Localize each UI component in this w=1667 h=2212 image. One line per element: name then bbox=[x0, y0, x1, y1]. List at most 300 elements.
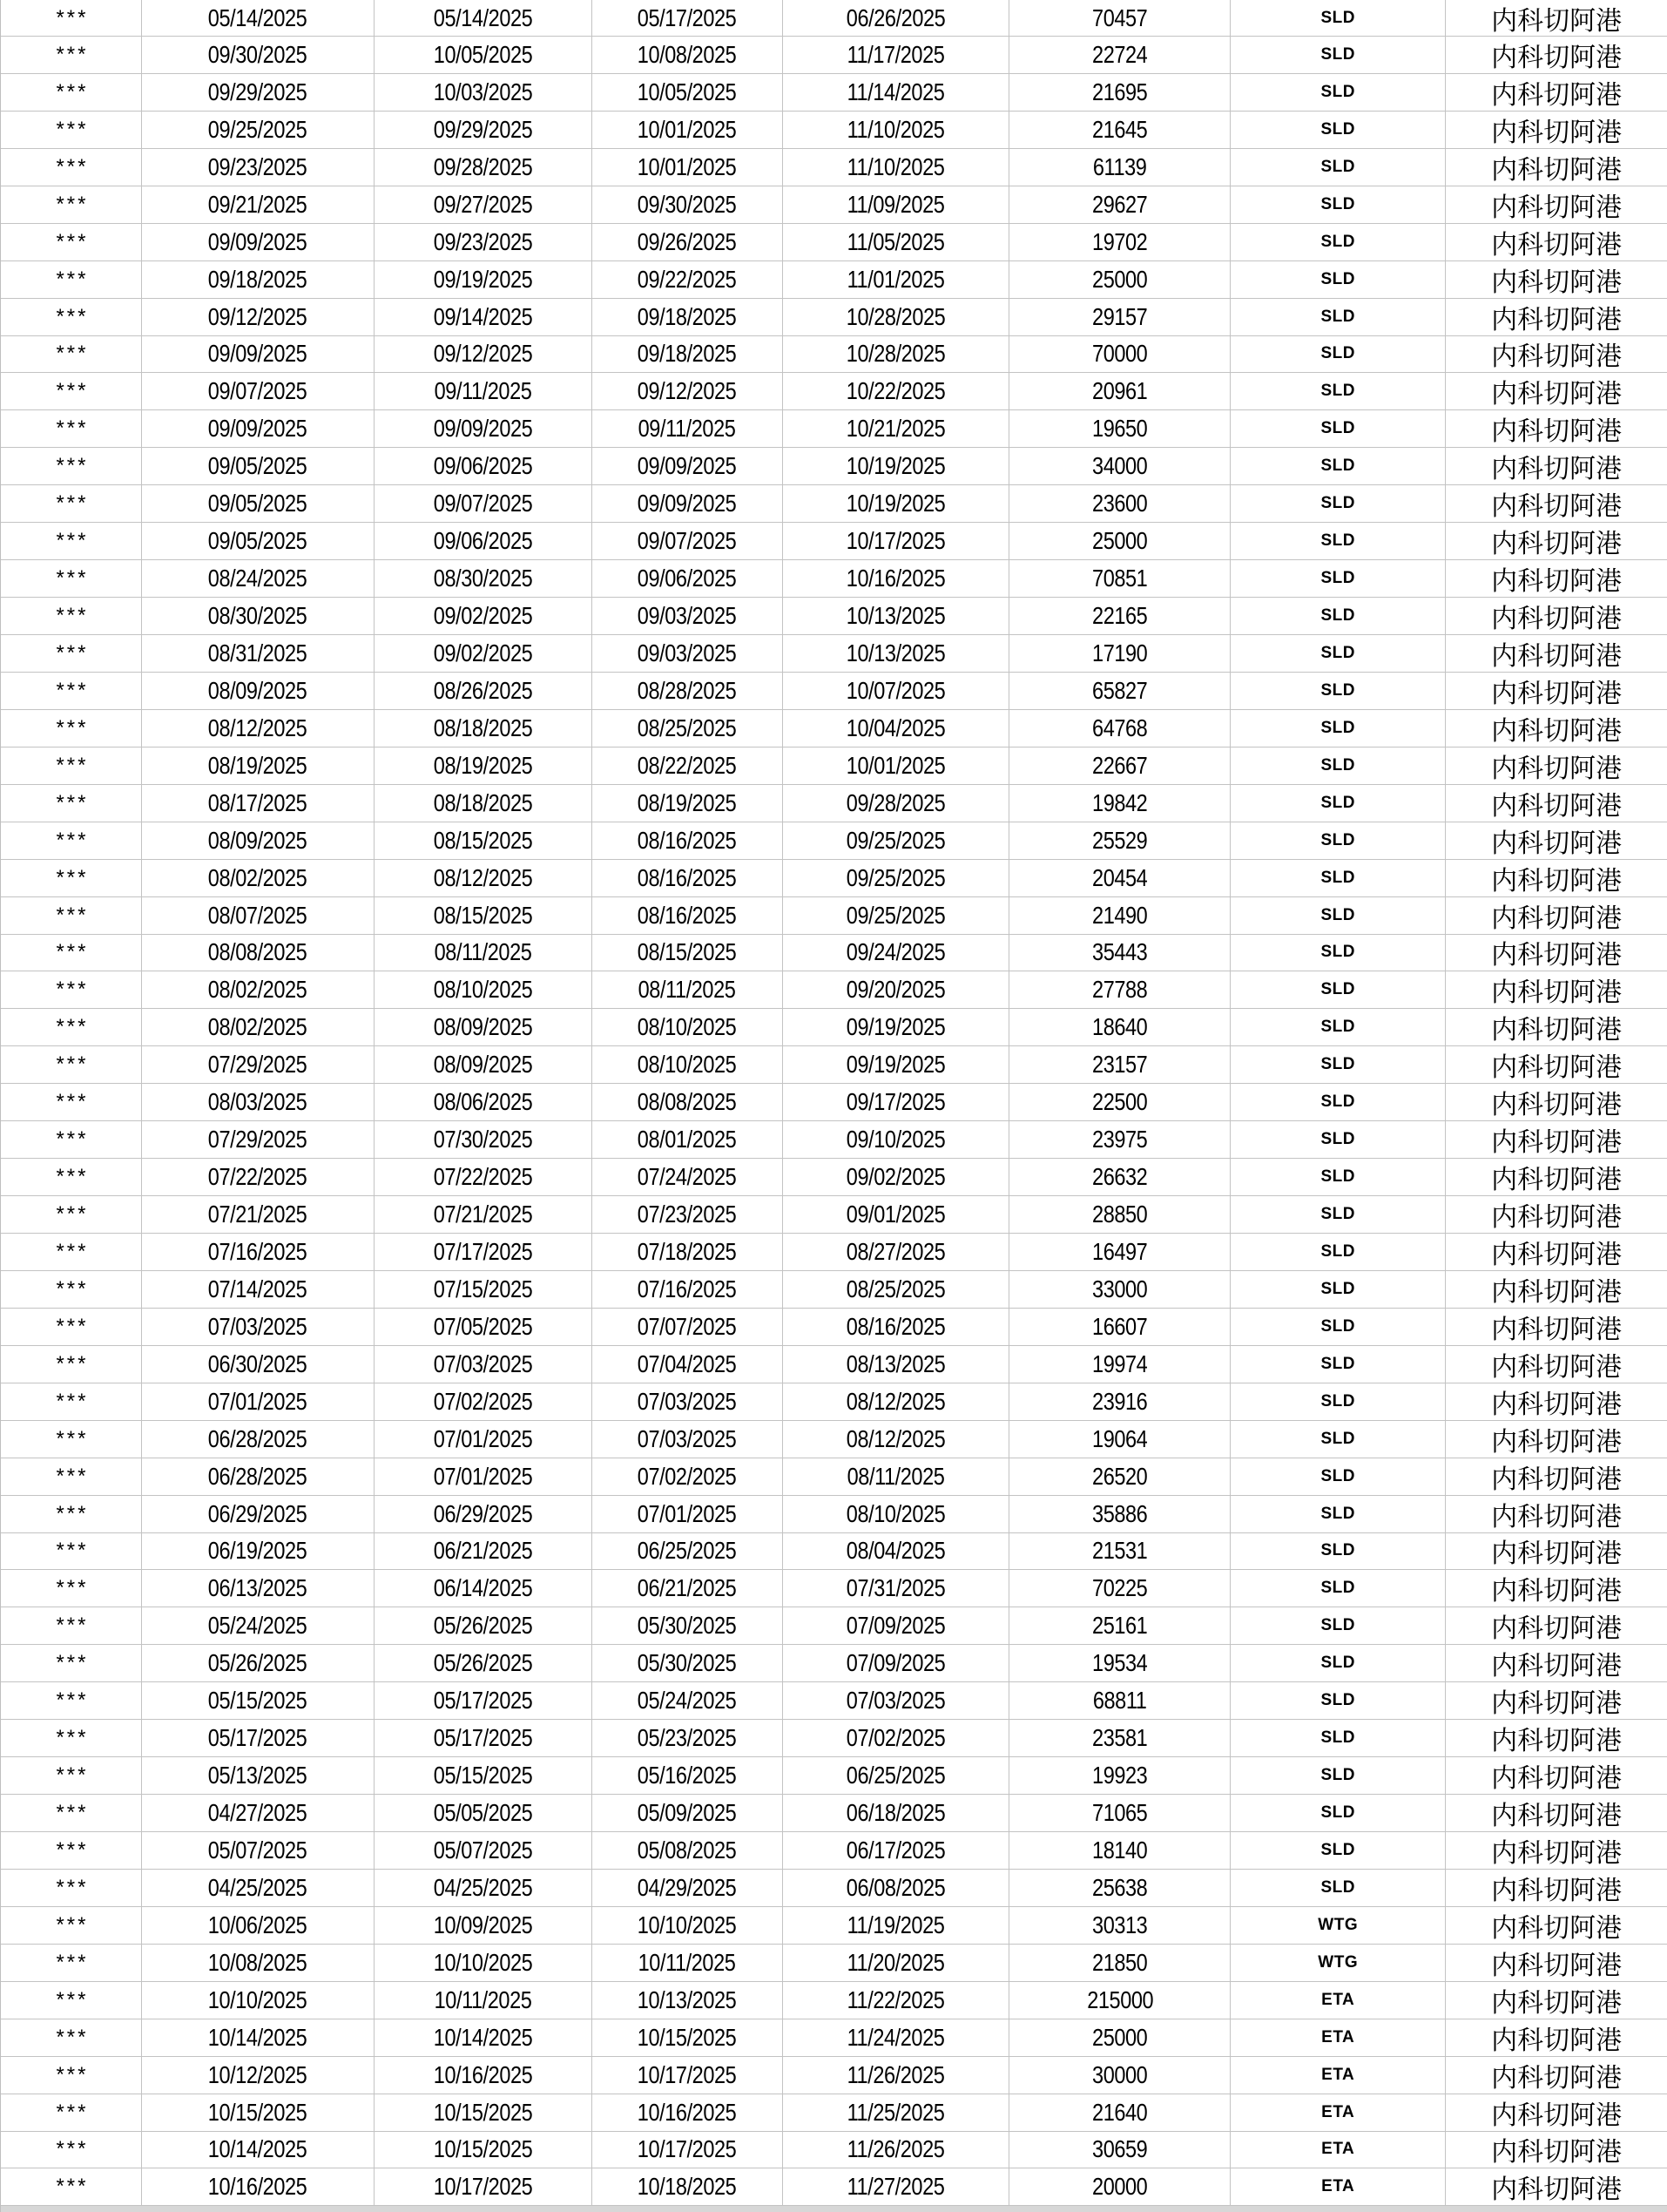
cell-flag[interactable] bbox=[1, 448, 142, 485]
cell-date-1[interactable] bbox=[142, 1458, 375, 1496]
cell-status[interactable] bbox=[1231, 1271, 1446, 1309]
cell-status[interactable] bbox=[1231, 373, 1446, 410]
cell-status[interactable] bbox=[1231, 410, 1446, 448]
cell-flag[interactable] bbox=[1, 1645, 142, 1682]
cell-quantity[interactable] bbox=[1009, 822, 1231, 860]
cell-date-2[interactable] bbox=[375, 2019, 592, 2057]
cell-date-2[interactable] bbox=[375, 935, 592, 972]
cell-date-2[interactable] bbox=[375, 261, 592, 299]
cell-date-1[interactable] bbox=[142, 1907, 375, 1945]
cell-flag[interactable] bbox=[1, 560, 142, 598]
cell-flag[interactable] bbox=[1, 1496, 142, 1533]
cell-status[interactable] bbox=[1231, 1757, 1446, 1795]
cell-quantity[interactable] bbox=[1009, 560, 1231, 598]
cell-port-name[interactable] bbox=[1446, 1234, 1667, 1271]
cell-quantity[interactable] bbox=[1009, 2057, 1231, 2094]
cell-status[interactable] bbox=[1231, 2019, 1446, 2057]
cell-date-2[interactable] bbox=[375, 1046, 592, 1084]
cell-quantity[interactable] bbox=[1009, 785, 1231, 822]
cell-flag[interactable] bbox=[1, 971, 142, 1009]
cell-flag[interactable] bbox=[1, 822, 142, 860]
cell-port-name[interactable] bbox=[1446, 1309, 1667, 1346]
cell-quantity[interactable] bbox=[1009, 1159, 1231, 1196]
cell-quantity[interactable] bbox=[1009, 448, 1231, 485]
cell-status[interactable] bbox=[1231, 1496, 1446, 1533]
cell-date-2[interactable] bbox=[375, 373, 592, 410]
cell-date-4[interactable] bbox=[783, 935, 1010, 972]
cell-date-3[interactable] bbox=[592, 448, 783, 485]
cell-status[interactable] bbox=[1231, 1533, 1446, 1571]
cell-port-name[interactable] bbox=[1446, 1982, 1667, 2019]
cell-date-3[interactable] bbox=[592, 1121, 783, 1159]
cell-port-name[interactable] bbox=[1446, 2019, 1667, 2057]
cell-quantity[interactable] bbox=[1009, 897, 1231, 935]
cell-flag[interactable] bbox=[1, 673, 142, 710]
cell-date-4[interactable] bbox=[783, 1421, 1010, 1458]
cell-quantity[interactable] bbox=[1009, 74, 1231, 112]
cell-date-1[interactable] bbox=[142, 261, 375, 299]
cell-date-3[interactable] bbox=[592, 1795, 783, 1832]
cell-date-1[interactable] bbox=[142, 2019, 375, 2057]
cell-status[interactable] bbox=[1231, 1121, 1446, 1159]
cell-date-3[interactable] bbox=[592, 261, 783, 299]
cell-status[interactable] bbox=[1231, 1607, 1446, 1645]
cell-quantity[interactable] bbox=[1009, 2094, 1231, 2132]
cell-date-2[interactable] bbox=[375, 224, 592, 261]
cell-date-1[interactable] bbox=[142, 598, 375, 635]
cell-date-3[interactable] bbox=[592, 1645, 783, 1682]
cell-date-2[interactable] bbox=[375, 37, 592, 74]
cell-flag[interactable] bbox=[1, 860, 142, 897]
cell-port-name[interactable] bbox=[1446, 1533, 1667, 1571]
cell-date-1[interactable] bbox=[142, 1084, 375, 1121]
cell-flag[interactable] bbox=[1, 0, 142, 37]
cell-date-1[interactable] bbox=[142, 37, 375, 74]
cell-quantity[interactable] bbox=[1009, 1309, 1231, 1346]
cell-flag[interactable] bbox=[1, 1533, 142, 1571]
cell-flag[interactable] bbox=[1, 935, 142, 972]
cell-port-name[interactable] bbox=[1446, 373, 1667, 410]
cell-date-4[interactable] bbox=[783, 710, 1010, 747]
cell-flag[interactable] bbox=[1, 1234, 142, 1271]
cell-date-1[interactable] bbox=[142, 373, 375, 410]
cell-port-name[interactable] bbox=[1446, 1496, 1667, 1533]
cell-date-4[interactable] bbox=[783, 1046, 1010, 1084]
cell-quantity[interactable] bbox=[1009, 2168, 1231, 2206]
cell-port-name[interactable] bbox=[1446, 1196, 1667, 1234]
cell-date-3[interactable] bbox=[592, 1982, 783, 2019]
cell-quantity[interactable] bbox=[1009, 1907, 1231, 1945]
cell-date-2[interactable] bbox=[375, 1720, 592, 1757]
cell-date-4[interactable] bbox=[783, 1795, 1010, 1832]
cell-date-1[interactable] bbox=[142, 1159, 375, 1196]
cell-quantity[interactable] bbox=[1009, 1009, 1231, 1046]
cell-date-4[interactable] bbox=[783, 1196, 1010, 1234]
cell-date-2[interactable] bbox=[375, 1533, 592, 1571]
cell-date-4[interactable] bbox=[783, 448, 1010, 485]
cell-date-4[interactable] bbox=[783, 74, 1010, 112]
cell-date-3[interactable] bbox=[592, 336, 783, 374]
cell-date-1[interactable] bbox=[142, 2057, 375, 2094]
cell-date-2[interactable] bbox=[375, 1383, 592, 1421]
cell-date-2[interactable] bbox=[375, 1196, 592, 1234]
cell-status[interactable] bbox=[1231, 1309, 1446, 1346]
cell-date-4[interactable] bbox=[783, 1458, 1010, 1496]
cell-status[interactable] bbox=[1231, 112, 1446, 149]
cell-date-3[interactable] bbox=[592, 785, 783, 822]
cell-date-3[interactable] bbox=[592, 1682, 783, 1720]
cell-port-name[interactable] bbox=[1446, 785, 1667, 822]
cell-flag[interactable] bbox=[1, 1907, 142, 1945]
cell-date-4[interactable] bbox=[783, 1870, 1010, 1907]
cell-port-name[interactable] bbox=[1446, 523, 1667, 560]
cell-date-4[interactable] bbox=[783, 598, 1010, 635]
cell-date-4[interactable] bbox=[783, 1682, 1010, 1720]
cell-date-4[interactable] bbox=[783, 785, 1010, 822]
cell-quantity[interactable] bbox=[1009, 1832, 1231, 1870]
cell-date-1[interactable] bbox=[142, 1533, 375, 1571]
cell-flag[interactable] bbox=[1, 1309, 142, 1346]
cell-quantity[interactable] bbox=[1009, 1346, 1231, 1383]
cell-date-4[interactable] bbox=[783, 1383, 1010, 1421]
cell-status[interactable] bbox=[1231, 1458, 1446, 1496]
cell-flag[interactable] bbox=[1, 1607, 142, 1645]
cell-date-3[interactable] bbox=[592, 1832, 783, 1870]
cell-date-4[interactable] bbox=[783, 186, 1010, 224]
cell-status[interactable] bbox=[1231, 1720, 1446, 1757]
cell-date-3[interactable] bbox=[592, 860, 783, 897]
cell-port-name[interactable] bbox=[1446, 1383, 1667, 1421]
cell-flag[interactable] bbox=[1, 1458, 142, 1496]
cell-date-2[interactable] bbox=[375, 0, 592, 37]
cell-date-2[interactable] bbox=[375, 1234, 592, 1271]
cell-date-3[interactable] bbox=[592, 2057, 783, 2094]
cell-port-name[interactable] bbox=[1446, 1346, 1667, 1383]
cell-port-name[interactable] bbox=[1446, 710, 1667, 747]
cell-date-2[interactable] bbox=[375, 560, 592, 598]
cell-port-name[interactable] bbox=[1446, 1907, 1667, 1945]
cell-flag[interactable] bbox=[1, 410, 142, 448]
cell-flag[interactable] bbox=[1, 635, 142, 673]
cell-quantity[interactable] bbox=[1009, 1645, 1231, 1682]
cell-flag[interactable] bbox=[1, 897, 142, 935]
cell-port-name[interactable] bbox=[1446, 1945, 1667, 1982]
cell-date-1[interactable] bbox=[142, 1346, 375, 1383]
cell-quantity[interactable] bbox=[1009, 1533, 1231, 1571]
cell-flag[interactable] bbox=[1, 299, 142, 336]
cell-date-3[interactable] bbox=[592, 74, 783, 112]
cell-port-name[interactable] bbox=[1446, 336, 1667, 374]
cell-quantity[interactable] bbox=[1009, 1795, 1231, 1832]
cell-date-2[interactable] bbox=[375, 2094, 592, 2132]
cell-quantity[interactable] bbox=[1009, 2019, 1231, 2057]
cell-date-2[interactable] bbox=[375, 635, 592, 673]
cell-quantity[interactable] bbox=[1009, 1757, 1231, 1795]
cell-date-1[interactable] bbox=[142, 2132, 375, 2169]
cell-quantity[interactable] bbox=[1009, 1496, 1231, 1533]
cell-port-name[interactable] bbox=[1446, 2057, 1667, 2094]
cell-date-1[interactable] bbox=[142, 1383, 375, 1421]
cell-quantity[interactable] bbox=[1009, 1271, 1231, 1309]
cell-flag[interactable] bbox=[1, 785, 142, 822]
cell-status[interactable] bbox=[1231, 0, 1446, 37]
cell-date-1[interactable] bbox=[142, 0, 375, 37]
cell-status[interactable] bbox=[1231, 673, 1446, 710]
cell-date-4[interactable] bbox=[783, 0, 1010, 37]
cell-flag[interactable] bbox=[1, 1046, 142, 1084]
cell-flag[interactable] bbox=[1, 149, 142, 186]
cell-status[interactable] bbox=[1231, 560, 1446, 598]
cell-date-4[interactable] bbox=[783, 410, 1010, 448]
cell-date-3[interactable] bbox=[592, 1383, 783, 1421]
cell-date-1[interactable] bbox=[142, 299, 375, 336]
cell-date-1[interactable] bbox=[142, 1570, 375, 1607]
cell-status[interactable] bbox=[1231, 1907, 1446, 1945]
cell-date-3[interactable] bbox=[592, 485, 783, 523]
cell-date-2[interactable] bbox=[375, 1907, 592, 1945]
cell-status[interactable] bbox=[1231, 149, 1446, 186]
cell-status[interactable] bbox=[1231, 860, 1446, 897]
cell-date-2[interactable] bbox=[375, 860, 592, 897]
cell-flag[interactable] bbox=[1, 186, 142, 224]
cell-quantity[interactable] bbox=[1009, 186, 1231, 224]
cell-date-1[interactable] bbox=[142, 1682, 375, 1720]
cell-date-1[interactable] bbox=[142, 112, 375, 149]
cell-date-4[interactable] bbox=[783, 747, 1010, 785]
cell-status[interactable] bbox=[1231, 448, 1446, 485]
cell-quantity[interactable] bbox=[1009, 336, 1231, 374]
cell-date-4[interactable] bbox=[783, 2168, 1010, 2206]
cell-date-4[interactable] bbox=[783, 1945, 1010, 1982]
cell-flag[interactable] bbox=[1, 261, 142, 299]
cell-date-2[interactable] bbox=[375, 1982, 592, 2019]
cell-quantity[interactable] bbox=[1009, 1870, 1231, 1907]
cell-status[interactable] bbox=[1231, 37, 1446, 74]
cell-flag[interactable] bbox=[1, 373, 142, 410]
cell-port-name[interactable] bbox=[1446, 935, 1667, 972]
cell-date-2[interactable] bbox=[375, 336, 592, 374]
cell-date-3[interactable] bbox=[592, 2168, 783, 2206]
cell-date-4[interactable] bbox=[783, 224, 1010, 261]
cell-flag[interactable] bbox=[1, 1757, 142, 1795]
cell-date-4[interactable] bbox=[783, 37, 1010, 74]
cell-date-1[interactable] bbox=[142, 1945, 375, 1982]
cell-flag[interactable] bbox=[1, 112, 142, 149]
cell-status[interactable] bbox=[1231, 2132, 1446, 2169]
cell-date-2[interactable] bbox=[375, 1945, 592, 1982]
cell-date-1[interactable] bbox=[142, 1720, 375, 1757]
cell-date-4[interactable] bbox=[783, 1084, 1010, 1121]
cell-port-name[interactable] bbox=[1446, 1607, 1667, 1645]
cell-port-name[interactable] bbox=[1446, 747, 1667, 785]
cell-flag[interactable] bbox=[1, 1121, 142, 1159]
cell-flag[interactable] bbox=[1, 2168, 142, 2206]
cell-flag[interactable] bbox=[1, 1832, 142, 1870]
cell-quantity[interactable] bbox=[1009, 112, 1231, 149]
cell-date-1[interactable] bbox=[142, 1421, 375, 1458]
cell-date-2[interactable] bbox=[375, 1757, 592, 1795]
cell-status[interactable] bbox=[1231, 1945, 1446, 1982]
cell-quantity[interactable] bbox=[1009, 1084, 1231, 1121]
cell-date-1[interactable] bbox=[142, 822, 375, 860]
cell-date-2[interactable] bbox=[375, 1084, 592, 1121]
cell-status[interactable] bbox=[1231, 485, 1446, 523]
cell-quantity[interactable] bbox=[1009, 0, 1231, 37]
cell-date-3[interactable] bbox=[592, 1907, 783, 1945]
cell-date-3[interactable] bbox=[592, 1271, 783, 1309]
cell-date-3[interactable] bbox=[592, 1009, 783, 1046]
cell-date-3[interactable] bbox=[592, 224, 783, 261]
cell-flag[interactable] bbox=[1, 1570, 142, 1607]
cell-date-2[interactable] bbox=[375, 1496, 592, 1533]
cell-port-name[interactable] bbox=[1446, 1720, 1667, 1757]
cell-port-name[interactable] bbox=[1446, 1421, 1667, 1458]
cell-status[interactable] bbox=[1231, 1159, 1446, 1196]
cell-status[interactable] bbox=[1231, 897, 1446, 935]
cell-date-2[interactable] bbox=[375, 149, 592, 186]
cell-date-3[interactable] bbox=[592, 186, 783, 224]
cell-flag[interactable] bbox=[1, 2057, 142, 2094]
cell-date-1[interactable] bbox=[142, 635, 375, 673]
cell-date-3[interactable] bbox=[592, 935, 783, 972]
cell-quantity[interactable] bbox=[1009, 2132, 1231, 2169]
cell-status[interactable] bbox=[1231, 971, 1446, 1009]
cell-port-name[interactable] bbox=[1446, 1159, 1667, 1196]
cell-status[interactable] bbox=[1231, 186, 1446, 224]
cell-flag[interactable] bbox=[1, 2019, 142, 2057]
cell-port-name[interactable] bbox=[1446, 410, 1667, 448]
cell-port-name[interactable] bbox=[1446, 1046, 1667, 1084]
cell-port-name[interactable] bbox=[1446, 822, 1667, 860]
cell-date-3[interactable] bbox=[592, 747, 783, 785]
cell-status[interactable] bbox=[1231, 1795, 1446, 1832]
cell-port-name[interactable] bbox=[1446, 635, 1667, 673]
cell-flag[interactable] bbox=[1, 1421, 142, 1458]
cell-flag[interactable] bbox=[1, 1720, 142, 1757]
cell-date-1[interactable] bbox=[142, 897, 375, 935]
cell-date-2[interactable] bbox=[375, 1346, 592, 1383]
cell-date-3[interactable] bbox=[592, 1720, 783, 1757]
cell-date-2[interactable] bbox=[375, 1607, 592, 1645]
cell-date-4[interactable] bbox=[783, 1982, 1010, 2019]
cell-quantity[interactable] bbox=[1009, 598, 1231, 635]
cell-date-3[interactable] bbox=[592, 2094, 783, 2132]
cell-flag[interactable] bbox=[1, 1271, 142, 1309]
cell-date-4[interactable] bbox=[783, 1309, 1010, 1346]
cell-date-3[interactable] bbox=[592, 523, 783, 560]
cell-date-3[interactable] bbox=[592, 1945, 783, 1982]
cell-date-4[interactable] bbox=[783, 2057, 1010, 2094]
cell-flag[interactable] bbox=[1, 1084, 142, 1121]
cell-quantity[interactable] bbox=[1009, 1570, 1231, 1607]
cell-status[interactable] bbox=[1231, 1645, 1446, 1682]
cell-status[interactable] bbox=[1231, 1982, 1446, 2019]
cell-date-2[interactable] bbox=[375, 523, 592, 560]
cell-port-name[interactable] bbox=[1446, 485, 1667, 523]
cell-status[interactable] bbox=[1231, 2057, 1446, 2094]
cell-port-name[interactable] bbox=[1446, 186, 1667, 224]
cell-date-2[interactable] bbox=[375, 1309, 592, 1346]
cell-quantity[interactable] bbox=[1009, 747, 1231, 785]
cell-date-2[interactable] bbox=[375, 1795, 592, 1832]
cell-date-4[interactable] bbox=[783, 1121, 1010, 1159]
cell-date-4[interactable] bbox=[783, 1607, 1010, 1645]
cell-port-name[interactable] bbox=[1446, 299, 1667, 336]
cell-status[interactable] bbox=[1231, 74, 1446, 112]
cell-date-3[interactable] bbox=[592, 1757, 783, 1795]
cell-date-1[interactable] bbox=[142, 224, 375, 261]
cell-quantity[interactable] bbox=[1009, 373, 1231, 410]
cell-quantity[interactable] bbox=[1009, 1458, 1231, 1496]
cell-date-4[interactable] bbox=[783, 560, 1010, 598]
cell-status[interactable] bbox=[1231, 523, 1446, 560]
cell-port-name[interactable] bbox=[1446, 1121, 1667, 1159]
cell-date-3[interactable] bbox=[592, 1159, 783, 1196]
cell-date-3[interactable] bbox=[592, 149, 783, 186]
cell-date-1[interactable] bbox=[142, 1009, 375, 1046]
cell-date-1[interactable] bbox=[142, 2168, 375, 2206]
cell-date-1[interactable] bbox=[142, 1982, 375, 2019]
cell-date-3[interactable] bbox=[592, 1496, 783, 1533]
cell-date-2[interactable] bbox=[375, 747, 592, 785]
cell-date-2[interactable] bbox=[375, 1458, 592, 1496]
cell-status[interactable] bbox=[1231, 1196, 1446, 1234]
cell-date-4[interactable] bbox=[783, 897, 1010, 935]
cell-date-3[interactable] bbox=[592, 1607, 783, 1645]
cell-date-4[interactable] bbox=[783, 1271, 1010, 1309]
cell-quantity[interactable] bbox=[1009, 37, 1231, 74]
cell-status[interactable] bbox=[1231, 1383, 1446, 1421]
cell-quantity[interactable] bbox=[1009, 485, 1231, 523]
cell-quantity[interactable] bbox=[1009, 1046, 1231, 1084]
cell-flag[interactable] bbox=[1, 1009, 142, 1046]
cell-status[interactable] bbox=[1231, 598, 1446, 635]
cell-date-1[interactable] bbox=[142, 1046, 375, 1084]
cell-date-1[interactable] bbox=[142, 149, 375, 186]
cell-flag[interactable] bbox=[1, 1196, 142, 1234]
cell-date-1[interactable] bbox=[142, 485, 375, 523]
cell-date-1[interactable] bbox=[142, 523, 375, 560]
cell-port-name[interactable] bbox=[1446, 74, 1667, 112]
cell-quantity[interactable] bbox=[1009, 299, 1231, 336]
cell-status[interactable] bbox=[1231, 261, 1446, 299]
cell-date-2[interactable] bbox=[375, 1832, 592, 1870]
cell-date-4[interactable] bbox=[783, 673, 1010, 710]
cell-port-name[interactable] bbox=[1446, 1084, 1667, 1121]
cell-date-3[interactable] bbox=[592, 635, 783, 673]
cell-flag[interactable] bbox=[1, 1346, 142, 1383]
cell-port-name[interactable] bbox=[1446, 2094, 1667, 2132]
cell-date-1[interactable] bbox=[142, 1870, 375, 1907]
cell-quantity[interactable] bbox=[1009, 224, 1231, 261]
cell-port-name[interactable] bbox=[1446, 971, 1667, 1009]
cell-date-3[interactable] bbox=[592, 710, 783, 747]
cell-flag[interactable] bbox=[1, 523, 142, 560]
cell-date-3[interactable] bbox=[592, 1870, 783, 1907]
cell-port-name[interactable] bbox=[1446, 37, 1667, 74]
cell-status[interactable] bbox=[1231, 935, 1446, 972]
cell-date-2[interactable] bbox=[375, 74, 592, 112]
cell-date-1[interactable] bbox=[142, 1196, 375, 1234]
cell-date-4[interactable] bbox=[783, 2094, 1010, 2132]
cell-port-name[interactable] bbox=[1446, 1458, 1667, 1496]
cell-quantity[interactable] bbox=[1009, 410, 1231, 448]
cell-date-2[interactable] bbox=[375, 1009, 592, 1046]
cell-quantity[interactable] bbox=[1009, 971, 1231, 1009]
cell-flag[interactable] bbox=[1, 224, 142, 261]
cell-date-2[interactable] bbox=[375, 1870, 592, 1907]
cell-date-1[interactable] bbox=[142, 74, 375, 112]
